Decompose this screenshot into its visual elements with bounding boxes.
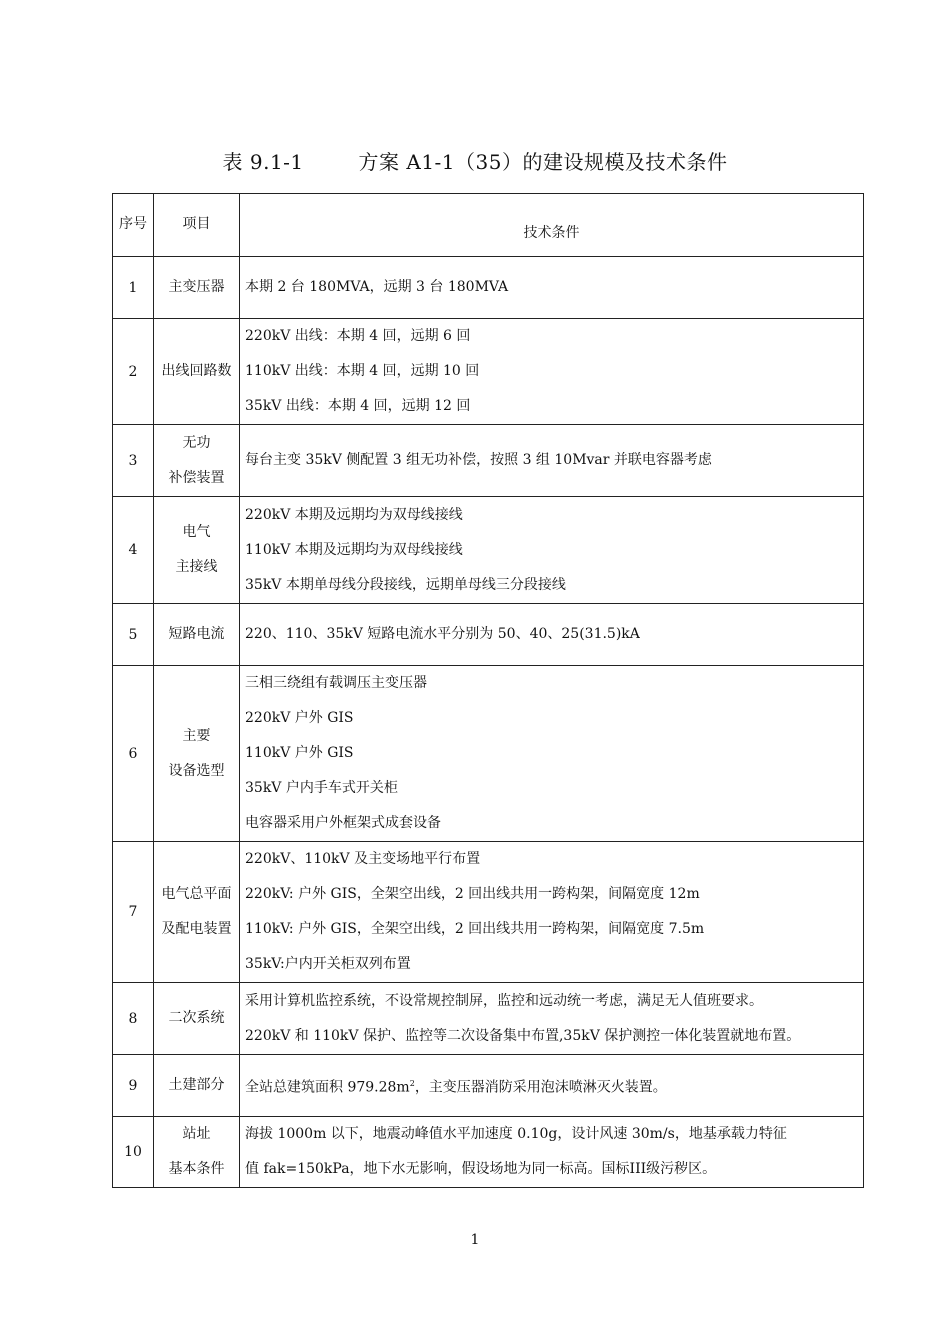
row-item	[154, 257, 240, 319]
row-item-line: 电气	[182, 524, 211, 540]
header-conditions: 技术条件	[240, 194, 864, 257]
row-item-line: 基本条件	[168, 1161, 225, 1177]
condition-line: 110kV 本期及远期均为双母线接线	[245, 541, 463, 558]
condition-line: 35kV 出线：本期 4 回，远期 12 回	[245, 398, 471, 414]
row-number: 1	[113, 257, 154, 319]
condition-line: 220kV 和 110kV 保护、监控等二次设备集中布置,35kV 保护测控一体化装置就地布置。	[245, 1027, 801, 1044]
condition-line: 220kV: 户外 GIS，全架空出线，2 回出线共用一跨构架，间隔宽度 12m	[245, 886, 700, 902]
condition-line: 220kV、110kV 及主变场地平行布置	[245, 851, 481, 867]
superscript-unit: 2	[409, 1078, 415, 1088]
condition-line: 220、110、35kV 短路电流水平分别为 50、40、25(31.5)kA	[245, 626, 640, 642]
table-row	[113, 842, 864, 983]
table-caption: 表 9.1-1 方案 A1-1（35）的建设规模及技术条件	[222, 150, 728, 174]
condition-text-suffix: ，主变压器消防采用泡沫喷淋灭火装置。	[414, 1079, 667, 1096]
row-conditions	[240, 983, 864, 1055]
condition-line: 110kV 户外 GIS	[245, 745, 354, 761]
table-row	[113, 425, 864, 497]
table-row	[113, 497, 864, 604]
row-conditions	[240, 319, 864, 425]
table-row	[113, 983, 864, 1055]
condition-line: 110kV 出线：本期 4 回，远期 10 回	[245, 363, 480, 379]
row-item-line: 出线回路数	[161, 363, 232, 379]
row-number: 4	[113, 497, 154, 604]
technical-conditions-table	[112, 193, 864, 1188]
row-item-line: 无功	[182, 434, 211, 451]
table-body	[113, 257, 864, 1188]
condition-line: 本期 2 台 180MVA，远期 3 台 180MVA	[245, 279, 509, 295]
row-item-line: 电气总平面	[161, 886, 232, 902]
header-no: 序号	[113, 194, 154, 257]
condition-text-prefix: 全站总建筑面积 979.28m	[245, 1079, 410, 1096]
row-item	[154, 425, 240, 497]
row-item-line: 补偿装置	[168, 469, 225, 486]
row-conditions	[240, 842, 864, 983]
row-item	[154, 604, 240, 666]
table-row	[113, 604, 864, 666]
condition-line: 35kV 户内手车式开关柜	[245, 780, 398, 796]
condition-line: 海拔 1000m 以下，地震动峰值水平加速度 0.10g，设计风速 30m/s，地基承载力特征	[245, 1126, 787, 1142]
row-item-line: 站址	[182, 1126, 211, 1142]
row-item	[154, 1055, 240, 1117]
row-item-line: 设备选型	[168, 762, 225, 779]
row-item-line: 短路电流	[168, 626, 225, 642]
condition-line: 110kV: 户外 GIS，全架空出线，2 回出线共用一跨构架，间隔宽度 7.5m	[245, 921, 705, 937]
condition-line: 35kV:户内开关柜双列布置	[245, 956, 411, 972]
row-conditions	[240, 1117, 864, 1188]
row-conditions	[240, 497, 864, 604]
row-number: 8	[113, 983, 154, 1055]
condition-line: 35kV 本期单母线分段接线，远期单母线三分段接线	[245, 576, 566, 593]
condition-line: 220kV 本期及远期均为双母线接线	[245, 506, 463, 523]
row-number: 3	[113, 425, 154, 497]
condition-line: 采用计算机监控系统，不设常规控制屏，监控和远动统一考虑，满足无人值班要求。	[245, 992, 763, 1009]
condition-line: 220kV 户外 GIS	[245, 710, 354, 726]
row-item-line: 土建部分	[168, 1077, 225, 1093]
row-item-line: 二次系统	[168, 1010, 225, 1026]
row-number: 10	[113, 1117, 154, 1188]
row-item	[154, 1117, 240, 1188]
row-conditions	[240, 604, 864, 666]
page-number: 1	[470, 1232, 480, 1248]
row-item	[154, 319, 240, 425]
table-header-row	[113, 194, 864, 257]
row-item	[154, 666, 240, 842]
row-item-line: 主接线	[175, 559, 218, 575]
condition-line: 值 fak=150kPa，地下水无影响，假设场地为同一标高。国标III级污秽区。	[245, 1161, 717, 1177]
row-conditions	[240, 425, 864, 497]
row-number: 5	[113, 604, 154, 666]
row-item-line: 主变压器	[168, 279, 225, 295]
table-row	[113, 1055, 864, 1117]
row-item	[154, 842, 240, 983]
condition-line: 电容器采用户外框架式成套设备	[245, 815, 441, 831]
row-number: 9	[113, 1055, 154, 1117]
condition-line: 三相三绕组有载调压主变压器	[245, 675, 427, 691]
condition-line: 每台主变 35kV 侧配置 3 组无功补偿，按照 3 组 10Mvar 并联电容器考虑	[245, 452, 712, 468]
row-conditions	[240, 666, 864, 842]
table-row	[113, 1117, 864, 1188]
row-conditions	[240, 257, 864, 319]
row-number: 2	[113, 319, 154, 425]
table-row	[113, 666, 864, 842]
row-item-line: 主要	[182, 727, 211, 744]
header-item: 项目	[154, 194, 240, 257]
row-number: 6	[113, 666, 154, 842]
row-item	[154, 497, 240, 604]
condition-line	[245, 1066, 863, 1106]
table-row	[113, 319, 864, 425]
row-conditions	[240, 1055, 864, 1117]
row-item-line: 及配电装置	[161, 921, 232, 937]
table-row	[113, 257, 864, 319]
row-item	[154, 983, 240, 1055]
condition-line: 220kV 出线：本期 4 回，远期 6 回	[245, 328, 471, 344]
row-number: 7	[113, 842, 154, 983]
